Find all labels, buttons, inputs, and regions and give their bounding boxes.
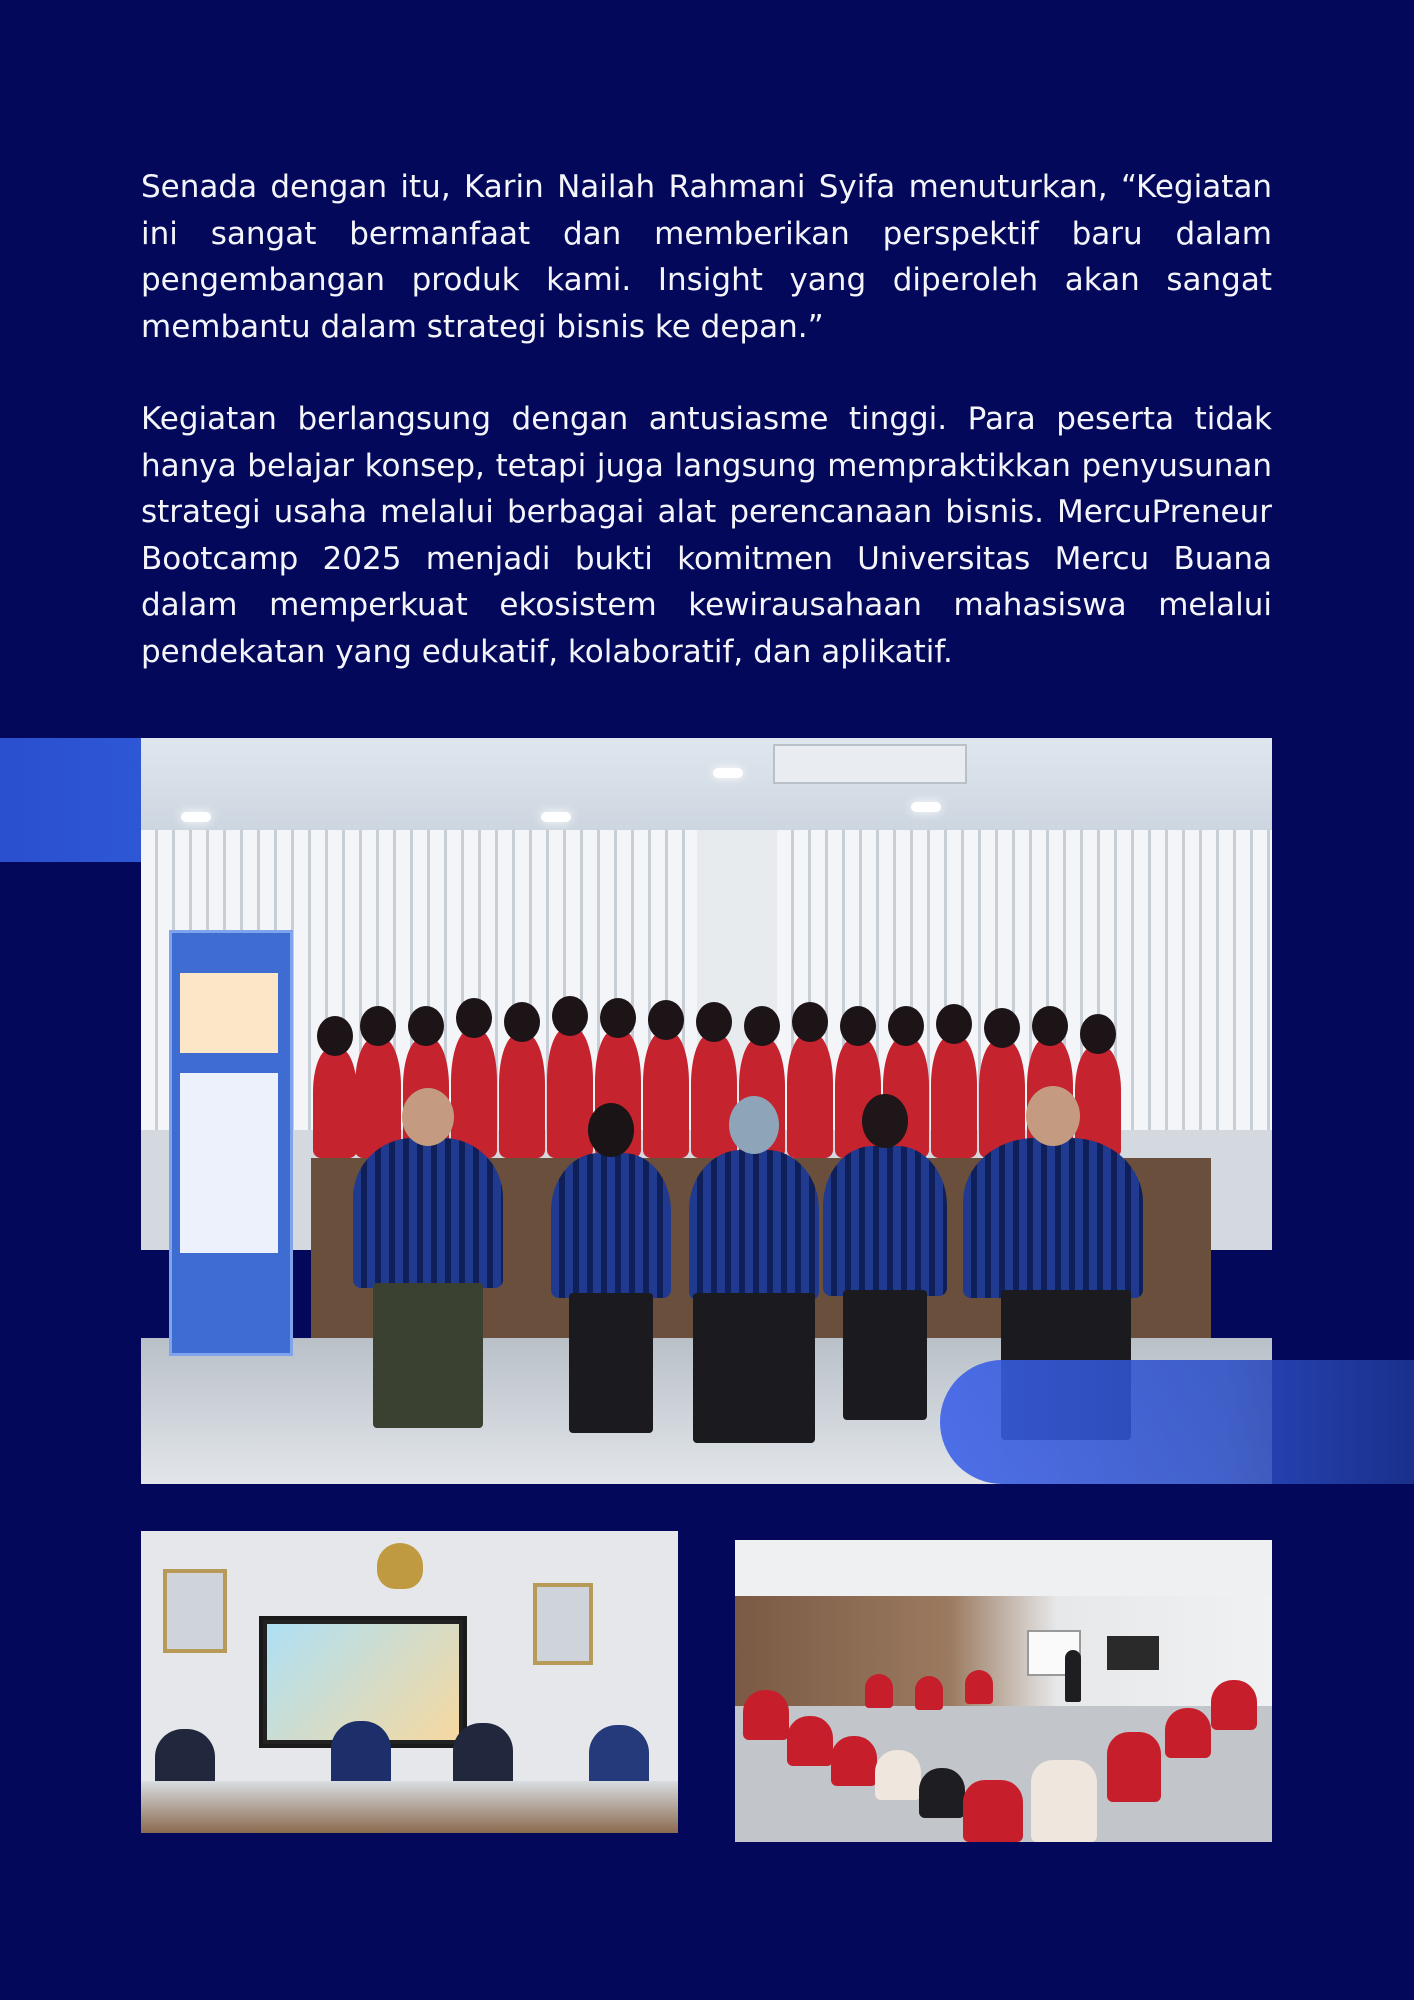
decorative-accent-band-right <box>940 1360 1414 1484</box>
photo-ceiling-light <box>713 768 743 778</box>
lecturer-figure <box>823 1146 947 1296</box>
student-figure <box>451 1030 497 1158</box>
portrait-frame <box>533 1583 593 1665</box>
student-figure <box>691 1034 737 1158</box>
student-seated <box>831 1736 877 1786</box>
student-figure <box>931 1036 977 1158</box>
lecturer-legs <box>569 1293 653 1433</box>
panel-table <box>141 1781 678 1833</box>
student-figure <box>643 1032 689 1158</box>
student-seated <box>1211 1680 1257 1730</box>
lecturer-legs <box>843 1290 927 1420</box>
classroom-tv <box>1107 1636 1159 1670</box>
student-seated <box>915 1676 943 1710</box>
photo-ceiling-light <box>181 812 211 822</box>
classroom-ceiling <box>735 1540 1272 1596</box>
photo-ceiling <box>141 738 1272 830</box>
garuda-emblem <box>377 1543 423 1589</box>
event-roll-up-banner <box>169 930 293 1356</box>
portrait-frame <box>163 1569 227 1653</box>
student-seated <box>787 1716 833 1766</box>
lecturer-figure <box>353 1138 503 1288</box>
photo-ceiling-light <box>541 812 571 822</box>
presenter-figure <box>1065 1650 1081 1702</box>
photo-ceiling-light <box>911 802 941 812</box>
banner-logo-area <box>180 973 278 1053</box>
panel-discussion-photo <box>141 1531 678 1833</box>
classroom-session-photo <box>735 1540 1272 1842</box>
lecturer-figure <box>963 1138 1143 1298</box>
student-seated <box>875 1750 921 1800</box>
lecturer-figure <box>689 1150 819 1300</box>
student-seated <box>1165 1708 1211 1758</box>
student-figure <box>787 1034 833 1158</box>
photo-air-conditioner <box>773 744 967 784</box>
student-seated <box>963 1780 1023 1842</box>
article-paragraph-summary: Kegiatan berlangsung dengan antusiasme tinggi. Para peserta tidak hanya belajar konsep, tetapi juga langsung mempraktikkan penyusunan strategi usaha melalui berbagai alat perencanaan bisnis. MercuPreneur Bootcamp 2025 menjadi bukti komitmen Universitas Mercu Buana dalam memperkuat ekosistem kewirausahaan mahasiswa melalui pendekatan yang edukatif, kolaboratif, dan aplikatif. <box>141 401 1272 670</box>
student-seated <box>919 1768 965 1818</box>
student-seated <box>1031 1760 1097 1842</box>
student-figure <box>313 1048 357 1158</box>
student-figure <box>499 1034 545 1158</box>
student-seated <box>743 1690 789 1740</box>
student-seated <box>1107 1732 1161 1802</box>
classroom-wall <box>735 1596 1272 1706</box>
article-paragraph-quote: Senada dengan itu, Karin Nailah Rahmani Syifa menuturkan, “Kegiatan ini sangat bermanfaat dan memberikan perspektif baru dalam pengembangan produk kami. Insight yang diperoleh akan sangat membantu dalam strategi bisnis ke depan.” <box>141 169 1272 345</box>
banner-speakers-area <box>180 1073 278 1253</box>
lecturer-legs <box>693 1293 815 1443</box>
student-figure <box>547 1028 593 1158</box>
lecturer-legs <box>373 1283 483 1428</box>
student-seated <box>965 1670 993 1704</box>
lecturer-figure <box>551 1153 671 1298</box>
student-seated <box>865 1674 893 1708</box>
